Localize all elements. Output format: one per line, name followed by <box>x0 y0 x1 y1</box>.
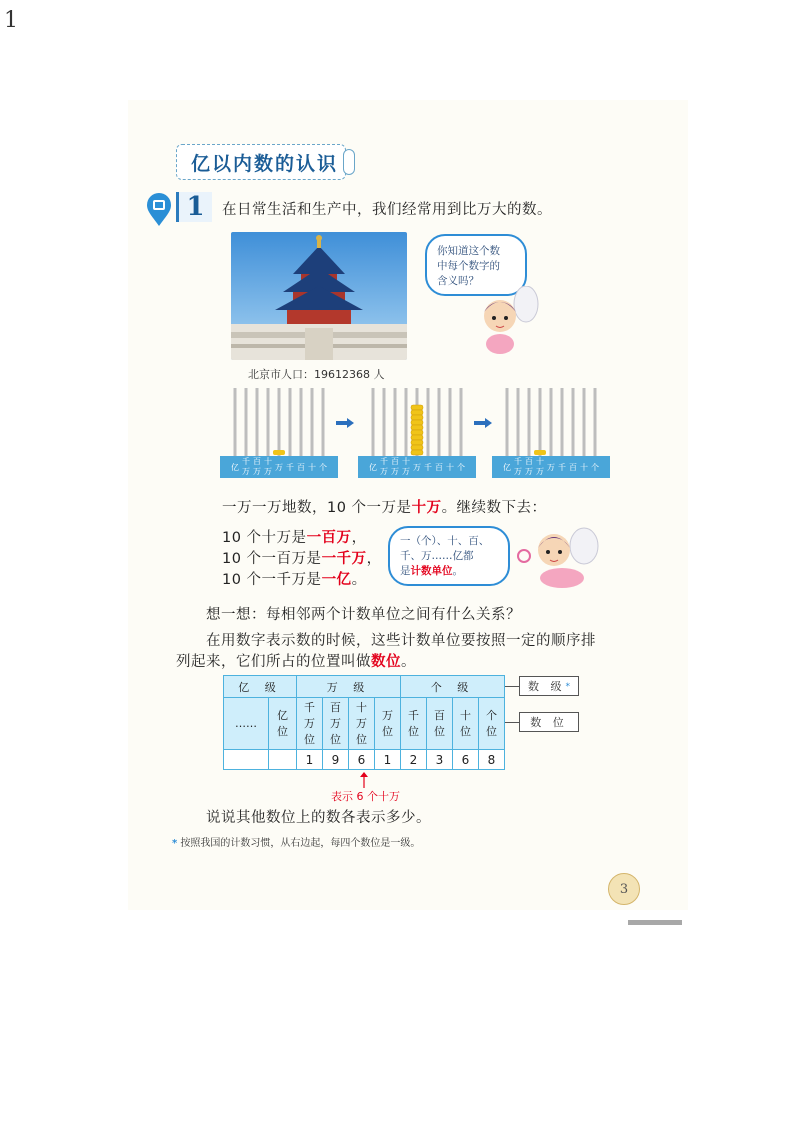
table-row <box>224 750 505 770</box>
svg-text:百: 百 <box>569 463 577 472</box>
digit-annotation: 表示 6 个十万 <box>331 790 400 803</box>
svg-text:百: 百 <box>391 457 399 466</box>
svg-text:万: 万 <box>275 463 283 472</box>
bubble-line: 一（个）、十、百、 <box>400 535 490 547</box>
svg-text:百: 百 <box>435 463 443 472</box>
counting-row-suffix: ， <box>351 530 367 546</box>
counting-row-result: 一百万 <box>306 530 352 546</box>
table-row <box>224 676 505 698</box>
table-row <box>224 698 505 750</box>
right-arrow-icon <box>336 418 354 428</box>
example-intro: 在日常生活和生产中，我们经常用到比万大的数。 <box>222 202 552 218</box>
digit-cell: 9 <box>322 750 348 770</box>
temple-of-heaven-photo <box>231 232 407 360</box>
counting-row-suffix: 。 <box>351 572 367 588</box>
paragraph-text: 。 <box>401 654 416 670</box>
svg-text:亿: 亿 <box>231 463 239 472</box>
svg-text:亿: 亿 <box>369 463 377 472</box>
think-line: 想一想：每相邻两个计数单位之间有什么关系？ <box>206 607 521 623</box>
scroll-indicator <box>628 920 682 925</box>
page-number: 3 <box>608 873 640 905</box>
svg-text:十: 十 <box>308 463 316 472</box>
svg-text:亿: 亿 <box>503 463 511 472</box>
bubble-line: 中每个数字的 <box>437 260 500 272</box>
position-cell: 百 万 位 <box>322 698 348 750</box>
svg-text:万: 万 <box>391 467 399 476</box>
group-header: 个 级 <box>400 676 504 698</box>
svg-text:万: 万 <box>413 463 421 472</box>
group-label-text: 数 级 <box>527 680 566 693</box>
svg-text:千: 千 <box>424 463 432 472</box>
digit-cell: 6 <box>452 750 478 770</box>
label-connector <box>505 722 519 723</box>
svg-text:千: 千 <box>380 457 388 466</box>
counting-line <box>222 496 547 517</box>
position-cell: 百 位 <box>426 698 452 750</box>
section-title-text: 亿以内数的认识 <box>191 152 339 175</box>
digit-cell: 6 <box>348 750 374 770</box>
svg-text:万: 万 <box>536 467 544 476</box>
abacus-1 <box>220 388 338 480</box>
speech-bubble-units <box>388 526 510 586</box>
svg-text:十: 十 <box>402 457 410 466</box>
counting-row-prefix: 10 个一千万是 <box>222 572 322 588</box>
counting-row-prefix: 10 个十万是 <box>222 530 307 546</box>
digit-cell: 1 <box>296 750 322 770</box>
position-cell: 十 位 <box>452 698 478 750</box>
section-title <box>176 144 346 180</box>
title-tab-decoration <box>343 149 355 175</box>
svg-text:十: 十 <box>536 457 544 466</box>
paragraph-text: 列起来，它们所占的位置叫做 <box>176 654 371 670</box>
svg-text:万: 万 <box>402 467 410 476</box>
digit-cell <box>224 750 269 770</box>
svg-text:千: 千 <box>242 457 250 466</box>
abacus-3 <box>492 388 610 480</box>
digit-cell: 8 <box>478 750 504 770</box>
bubble-line: 千、万……亿都 <box>400 550 474 562</box>
right-arrow-icon <box>474 418 492 428</box>
position-cell: …… <box>224 698 269 750</box>
svg-text:万: 万 <box>253 467 261 476</box>
angel-character-illustration <box>510 526 602 592</box>
position-cell: 万 位 <box>374 698 400 750</box>
counting-row <box>222 526 367 547</box>
digit-cell: 2 <box>400 750 426 770</box>
digit-cell <box>269 750 297 770</box>
counting-row-suffix: ， <box>366 551 382 567</box>
footnote-mark: * <box>565 680 571 692</box>
svg-text:万: 万 <box>525 467 533 476</box>
svg-text:百: 百 <box>297 463 305 472</box>
label-connector <box>505 686 519 687</box>
bubble-text: 是 <box>400 565 411 577</box>
position-cell: 十 万 位 <box>348 698 374 750</box>
svg-text:千: 千 <box>514 457 522 466</box>
position-cell: 千 位 <box>400 698 426 750</box>
bubble-text: 。 <box>452 565 463 577</box>
group-header: 万 级 <box>296 676 400 698</box>
bubble-line: 含义吗？ <box>437 275 479 287</box>
group-header: 亿 级 <box>224 676 297 698</box>
svg-text:十: 十 <box>580 463 588 472</box>
svg-text:百: 百 <box>253 457 261 466</box>
paragraph-highlight: 数位 <box>371 654 401 670</box>
paragraph-line-1: 在用数字表示数的时候，这些计数单位要按照一定的顺序排 <box>206 633 596 649</box>
example-pin-icon <box>145 193 173 227</box>
place-value-table <box>223 675 505 770</box>
footnote <box>172 834 420 849</box>
example-number: 1 <box>176 192 212 222</box>
svg-text:个: 个 <box>319 463 327 472</box>
svg-text:千: 千 <box>558 463 566 472</box>
svg-text:个: 个 <box>457 463 465 472</box>
position-cell: 个 位 <box>478 698 504 750</box>
digit-cell: 1 <box>374 750 400 770</box>
paragraph-line-2 <box>176 650 416 671</box>
discuss-line: 说说其他数位上的数各表示多少。 <box>206 810 431 826</box>
footnote-text: 按照我国的计数习惯，从右边起，每四个数位是一级。 <box>180 838 421 849</box>
svg-text:万: 万 <box>264 467 272 476</box>
svg-text:个: 个 <box>591 463 599 472</box>
svg-text:十: 十 <box>264 457 272 466</box>
svg-text:万: 万 <box>380 467 388 476</box>
photo-caption: 北京市人口：19612368 人 <box>248 368 385 381</box>
counting-row-prefix: 10 个一百万是 <box>222 551 322 567</box>
up-arrow-icon <box>360 772 368 788</box>
group-label <box>519 676 579 696</box>
svg-text:千: 千 <box>286 463 294 472</box>
bubble-line: 你知道这个数 <box>437 245 500 257</box>
svg-text:百: 百 <box>525 457 533 466</box>
counting-row-result: 一千万 <box>321 551 367 567</box>
footnote-mark: * <box>172 838 178 849</box>
counting-row-result: 一亿 <box>321 572 352 588</box>
position-cell: 亿 位 <box>269 698 297 750</box>
svg-text:万: 万 <box>547 463 555 472</box>
position-cell: 千 万 位 <box>296 698 322 750</box>
abacus-2 <box>358 388 476 480</box>
counting-row <box>222 568 367 589</box>
counting-text: 。继续数下去： <box>441 500 547 516</box>
corner-number: 1 <box>4 8 18 33</box>
counting-row <box>222 547 382 568</box>
position-label: 数 位 <box>519 712 579 732</box>
bubble-highlight: 计数单位 <box>410 565 453 577</box>
svg-text:万: 万 <box>514 467 522 476</box>
counting-highlight: 十万 <box>411 500 442 516</box>
counting-text: 一万一万地数，10 个一万是 <box>222 500 412 516</box>
bubble-line <box>400 564 498 579</box>
digit-cell: 3 <box>426 750 452 770</box>
angel-character-illustration <box>470 286 542 356</box>
svg-text:十: 十 <box>446 463 454 472</box>
svg-text:万: 万 <box>242 467 250 476</box>
